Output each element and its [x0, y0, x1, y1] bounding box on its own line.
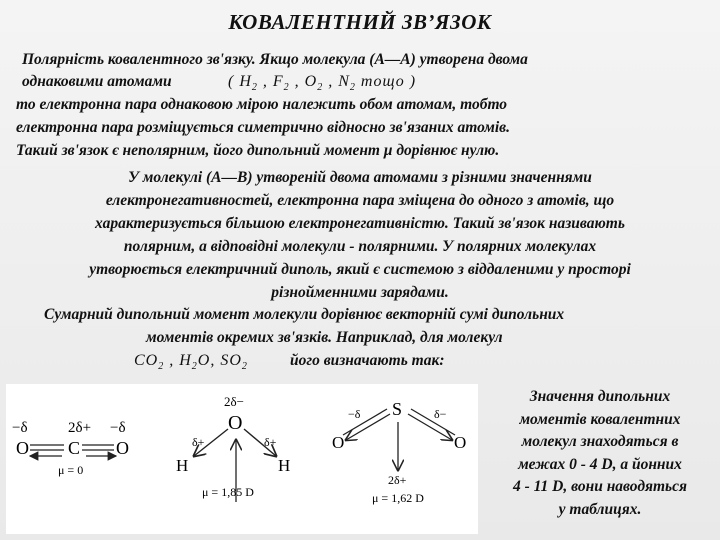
p1-line1: Полярність ковалентного зв'язку. Якщо молекула (А—А) утворена двома [22, 51, 528, 68]
dipole-figure [6, 384, 478, 534]
p1-line3: то електронна пара однаковою мірою належить обом атомам, тобто [16, 96, 508, 113]
so2-atom-o2: O [454, 433, 467, 452]
so2-atom-s: S [392, 399, 403, 419]
p1-line2: однаковими атомами [22, 73, 172, 90]
co2-charge-o2: −δ [110, 420, 126, 436]
co2-charge-o1: −δ [12, 420, 28, 436]
p3-line1: Сумарний дипольний момент молекули дорівнює векторній сумі дипольних [44, 306, 565, 323]
dipole-diagram [6, 384, 478, 534]
h2o-mu-label: μ = 1,85 D [202, 485, 254, 499]
h2o-charge-h1: δ+ [192, 435, 205, 449]
p2-line: характеризується більшою електронегативністю. Такий зв'язок називають [95, 215, 625, 232]
side-note-line: межах 0 - 4 D, а йонних [518, 455, 682, 473]
page-title: КОВАЛЕНТНИЙ ЗВ’ЯЗОК [228, 10, 492, 34]
side-note-line: моментів ковалентних [519, 410, 681, 428]
h2o-atom-o: O [228, 412, 243, 434]
side-note-line: молекул знаходяться в [521, 433, 679, 450]
co2-atom-c: C [68, 438, 81, 458]
p2-line: У молекулі (А—В) утвореній двома атомами з різними значеннями [128, 169, 592, 186]
p1-line4: електронна пара розміщується симетрично відносно зв'язаних атомів. [16, 119, 510, 136]
co2-molecule [12, 420, 129, 477]
co2-atom-o2: O [116, 438, 129, 458]
p2-line: різнойменними зарядами. [271, 284, 449, 301]
p2-line: полярним, а відповідні молекули - полярними. У полярних молекулах [123, 238, 597, 255]
so2-mu-label: μ = 1,62 D [372, 491, 424, 505]
co2-charge-c: 2δ+ [68, 420, 92, 436]
h2o-charge-o: 2δ− [224, 394, 244, 409]
p3-line2: моментів окремих зв'язків. Наприклад, для молекул [146, 329, 503, 346]
side-note-line: Значення дипольних [529, 388, 671, 405]
p2-line: електронегативностей, електронна пара зміщена до одного з атомів, що [105, 192, 615, 209]
h2o-charge-h2: δ+ [264, 435, 277, 449]
side-note-line: 4 - 11 D, вони наводяться [513, 478, 687, 495]
co2-mu-label: μ = 0 [58, 463, 84, 477]
side-note [484, 386, 716, 521]
co2-atom-o1: O [16, 438, 29, 458]
p1-formula: ( $H_2$ , $F_2$ , $O_2$ , $N_2$ тощо ) [228, 73, 417, 94]
so2-charge-o1: −δ [348, 407, 361, 421]
so2-charge-s: 2δ+ [388, 473, 407, 487]
p3-line3-tail: його визначають так: [290, 352, 445, 369]
h2o-molecule [176, 394, 290, 502]
side-note-line: у таблицях. [558, 500, 642, 518]
p3-formula: $CO_2$ , $H_2O$, $SO_2$ [134, 352, 248, 373]
p1-line5: Такий зв'язок є неполярним, його дипольний момент μ дорівнює нулю. [16, 142, 500, 159]
h2o-atom-h1: H [176, 456, 189, 475]
h2o-atom-h2: H [278, 456, 291, 475]
so2-charge-o2: δ− [434, 407, 447, 421]
p2-line: утворюється електричний диполь, який є системою з віддаленими у просторі [89, 261, 631, 278]
so2-molecule [332, 399, 466, 505]
so2-atom-o1: O [332, 433, 345, 452]
